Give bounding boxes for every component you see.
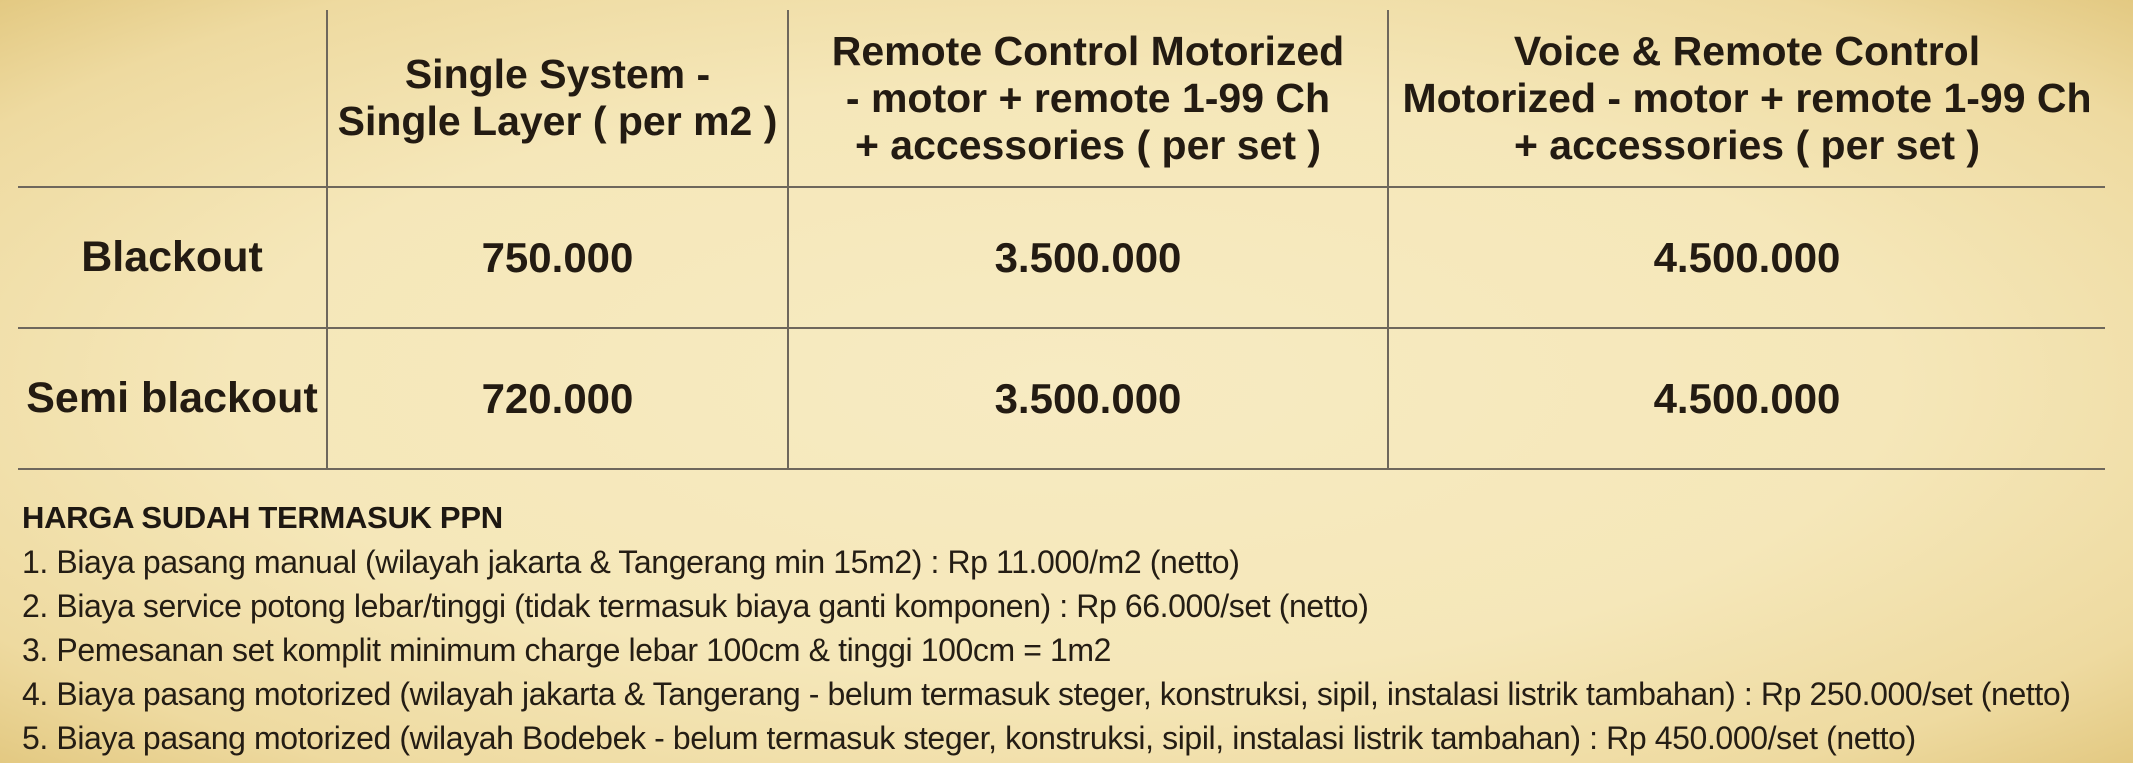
notes-list — [22, 540, 2122, 760]
header-empty-cell — [18, 10, 327, 187]
table-row-blackout — [18, 187, 2105, 328]
price-semi-blackout-single: 720.000 — [327, 328, 788, 469]
price-semi-blackout-voice: 4.500.000 — [1388, 328, 2105, 469]
header-remote-control-motorized — [788, 10, 1388, 187]
price-blackout-single: 750.000 — [327, 187, 788, 328]
price-semi-blackout-remote: 3.500.000 — [788, 328, 1388, 469]
note-item: 3. Pemesanan set komplit minimum charge lebar 100cm & tinggi 100cm = 1m2 — [22, 632, 1112, 668]
price-blackout-voice: 4.500.000 — [1388, 187, 2105, 328]
header-voice-remote-control-label: Voice & Remote Control Motorized - motor + remote 1-99 Ch + accessories ( per set ) — [1402, 27, 2092, 168]
note-item: 5. Biaya pasang motorized (wilayah Bodebek - belum termasuk steger, konstruksi, sipil, instalasi listrik tambahan) : Rp 450.000/set (netto) — [22, 720, 1916, 756]
price-blackout-remote: 3.500.000 — [788, 187, 1388, 328]
note-item: 2. Biaya service potong lebar/tinggi (tidak termasuk biaya ganti komponen) : Rp 66.000/set (netto) — [22, 588, 1369, 624]
header-single-system-label: Single System - Single Layer ( per m2 ) — [337, 51, 778, 144]
header-single-system — [327, 10, 788, 187]
row-label-semi-blackout: Semi blackout — [18, 328, 327, 469]
table-header-row — [18, 10, 2105, 187]
table-row-semi-blackout — [18, 328, 2105, 469]
notes-section — [22, 496, 2122, 760]
header-remote-control-motorized-label: Remote Control Motorized - motor + remote 1-99 Ch + accessories ( per set ) — [831, 27, 1345, 168]
notes-title: HARGA SUDAH TERMASUK PPN — [22, 500, 503, 535]
note-item: 1. Biaya pasang manual (wilayah jakarta & Tangerang min 15m2) : Rp 11.000/m2 (netto) — [22, 544, 1240, 580]
note-item: 4. Biaya pasang motorized (wilayah jakarta & Tangerang - belum termasuk steger, konstruksi, sipil, instalasi listrik tambahan) : Rp 250.000/set (netto) — [22, 676, 2071, 712]
header-voice-remote-control — [1388, 10, 2105, 187]
price-table — [18, 10, 2105, 470]
row-label-blackout: Blackout — [18, 187, 327, 328]
